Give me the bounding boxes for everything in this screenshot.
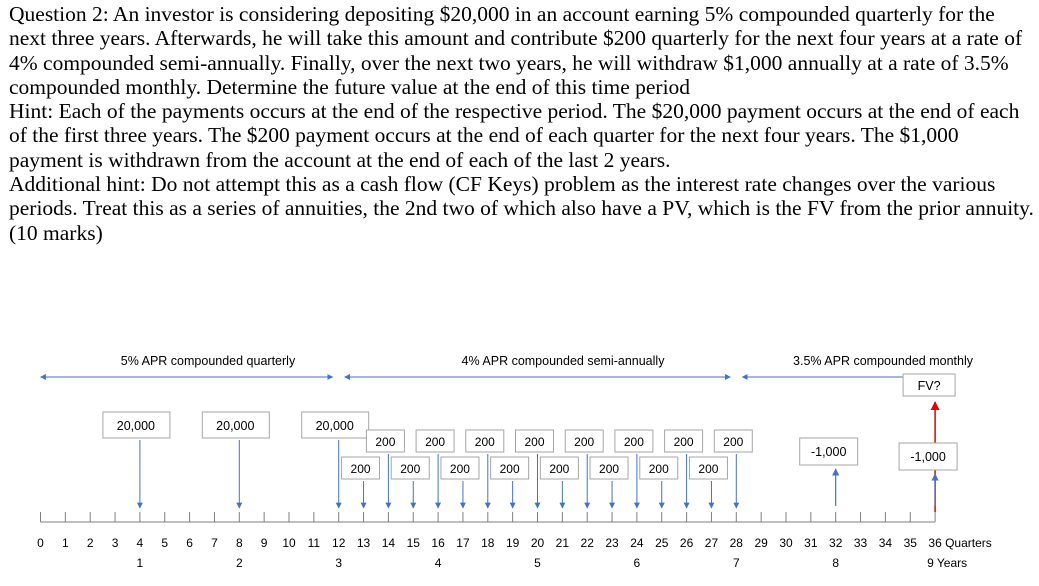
contribution-amount: 200 bbox=[698, 462, 719, 476]
segment-label: 5% APR compounded quarterly bbox=[120, 354, 296, 368]
quarter-label: 31 bbox=[804, 536, 818, 550]
quarter-label: 18 bbox=[481, 536, 495, 550]
quarter-label: 7 bbox=[211, 536, 218, 550]
quarter-label: 0 bbox=[37, 536, 44, 550]
contribution-amount: 200 bbox=[375, 435, 396, 449]
quarter-label: 11 bbox=[307, 536, 321, 550]
additional-hint-paragraph: Additional hint: Do not attempt this as a cash flow (CF Keys) problem as the interest rate changes over the various periods. Treat this as a series of annuities, the 2nd two of which also have a PV, which is the FV from the prior annuity. (10 marks) bbox=[9, 172, 1034, 245]
contribution-amount: 200 bbox=[400, 462, 421, 476]
quarter-label: 10 bbox=[282, 536, 296, 550]
quarter-label: 15 bbox=[406, 536, 420, 550]
quarter-label: 1 bbox=[62, 536, 69, 550]
quarter-label: 12 bbox=[332, 536, 346, 550]
quarter-label: 34 bbox=[878, 536, 893, 550]
quarter-label: 6 bbox=[186, 536, 193, 550]
year-label: 6 bbox=[633, 556, 641, 570]
contribution-amount: 200 bbox=[599, 462, 620, 476]
quarter-label: 35 bbox=[903, 536, 917, 550]
contribution-amount: 200 bbox=[723, 435, 744, 449]
contribution-amount: 200 bbox=[425, 435, 446, 449]
quarter-label: 17 bbox=[456, 536, 470, 550]
quarter-label: 14 bbox=[381, 536, 396, 550]
quarter-label: 30 bbox=[779, 536, 793, 550]
quarter-label: 20 bbox=[530, 536, 545, 550]
quarter-label: 16 bbox=[431, 536, 445, 550]
deposit-amount: 20,000 bbox=[315, 419, 354, 433]
quarter-label: 9 bbox=[260, 536, 268, 550]
contribution-amount: 200 bbox=[648, 462, 669, 476]
quarter-label: 23 bbox=[605, 536, 619, 550]
quarter-label: 33 bbox=[853, 536, 868, 550]
year-label: 7 bbox=[732, 556, 740, 570]
quarter-label: 4 bbox=[136, 536, 144, 550]
hint-paragraph: Hint: Each of the payments occurs at the end of the respective period. The $20,000 payment occurs at the end of each of the first three years. The $200 payment occurs at the end of each quarter for the next four years. The $1,000 payment is withdrawn from the account at the end of each of the last 2 years. bbox=[9, 99, 1020, 172]
withdrawal-amount: -1,000 bbox=[910, 450, 946, 464]
contribution-amount: 200 bbox=[673, 435, 694, 449]
question-paragraph: Question 2: An investor is considering depositing $20,000 in an account earning 5% compounded quarterly for the next three years. Afterwards, he will take this amount and contribute $200 quarterly for the next four years at a rate of 4% compounded semi-annually. Finally, over the next two years, he will withdraw $1,000 annually at a rate of 3.5% compounded monthly. Determine the future value at the end of this time period bbox=[9, 2, 1023, 99]
quarter-label: 26 bbox=[679, 536, 694, 550]
fv-label: FV? bbox=[917, 379, 941, 393]
quarter-label: 19 bbox=[505, 536, 520, 550]
quarter-label: 22 bbox=[580, 536, 594, 550]
quarter-label: 21 bbox=[555, 536, 570, 550]
quarter-label: 36 bbox=[928, 536, 942, 550]
year-label: 1 bbox=[136, 556, 144, 570]
deposit-amount: 20,000 bbox=[216, 419, 255, 433]
quarter-label: 25 bbox=[655, 536, 669, 550]
year-label: 3 bbox=[335, 556, 343, 570]
year-label: 9 Years bbox=[927, 556, 968, 570]
contribution-amount: 200 bbox=[350, 462, 371, 476]
year-label: 5 bbox=[534, 556, 541, 570]
year-label: 8 bbox=[832, 556, 840, 570]
quarter-label: 8 bbox=[235, 536, 243, 550]
quarter-label: 28 bbox=[729, 536, 743, 550]
year-label: 4 bbox=[434, 556, 442, 570]
quarter-label: 27 bbox=[704, 536, 719, 550]
quarter-label: 3 bbox=[111, 536, 119, 550]
segment-label: 4% APR compounded semi-annually bbox=[461, 354, 665, 368]
contribution-amount: 200 bbox=[449, 462, 470, 476]
cash-flow-timeline bbox=[0, 330, 1039, 586]
deposit-amount: 20,000 bbox=[116, 419, 156, 433]
contribution-amount: 200 bbox=[524, 435, 545, 449]
year-label: 2 bbox=[235, 556, 243, 570]
quarter-label: 13 bbox=[356, 536, 371, 550]
contribution-amount: 200 bbox=[549, 462, 570, 476]
quarter-label: 2 bbox=[86, 536, 94, 550]
segment-label: 3.5% APR compounded monthly bbox=[793, 354, 973, 368]
contribution-amount: 200 bbox=[499, 462, 520, 476]
quarter-label: 24 bbox=[630, 536, 644, 550]
question-text bbox=[9, 2, 1035, 245]
contribution-amount: 200 bbox=[474, 435, 495, 449]
contribution-amount: 200 bbox=[623, 435, 644, 449]
quarter-label: 5 bbox=[161, 536, 169, 550]
withdrawal-amount: -1,000 bbox=[810, 445, 847, 459]
quarter-label: 32 bbox=[829, 536, 843, 550]
contribution-amount: 200 bbox=[574, 435, 595, 449]
quarters-unit-label: Quarters bbox=[945, 536, 992, 550]
quarter-label: 29 bbox=[754, 536, 768, 550]
